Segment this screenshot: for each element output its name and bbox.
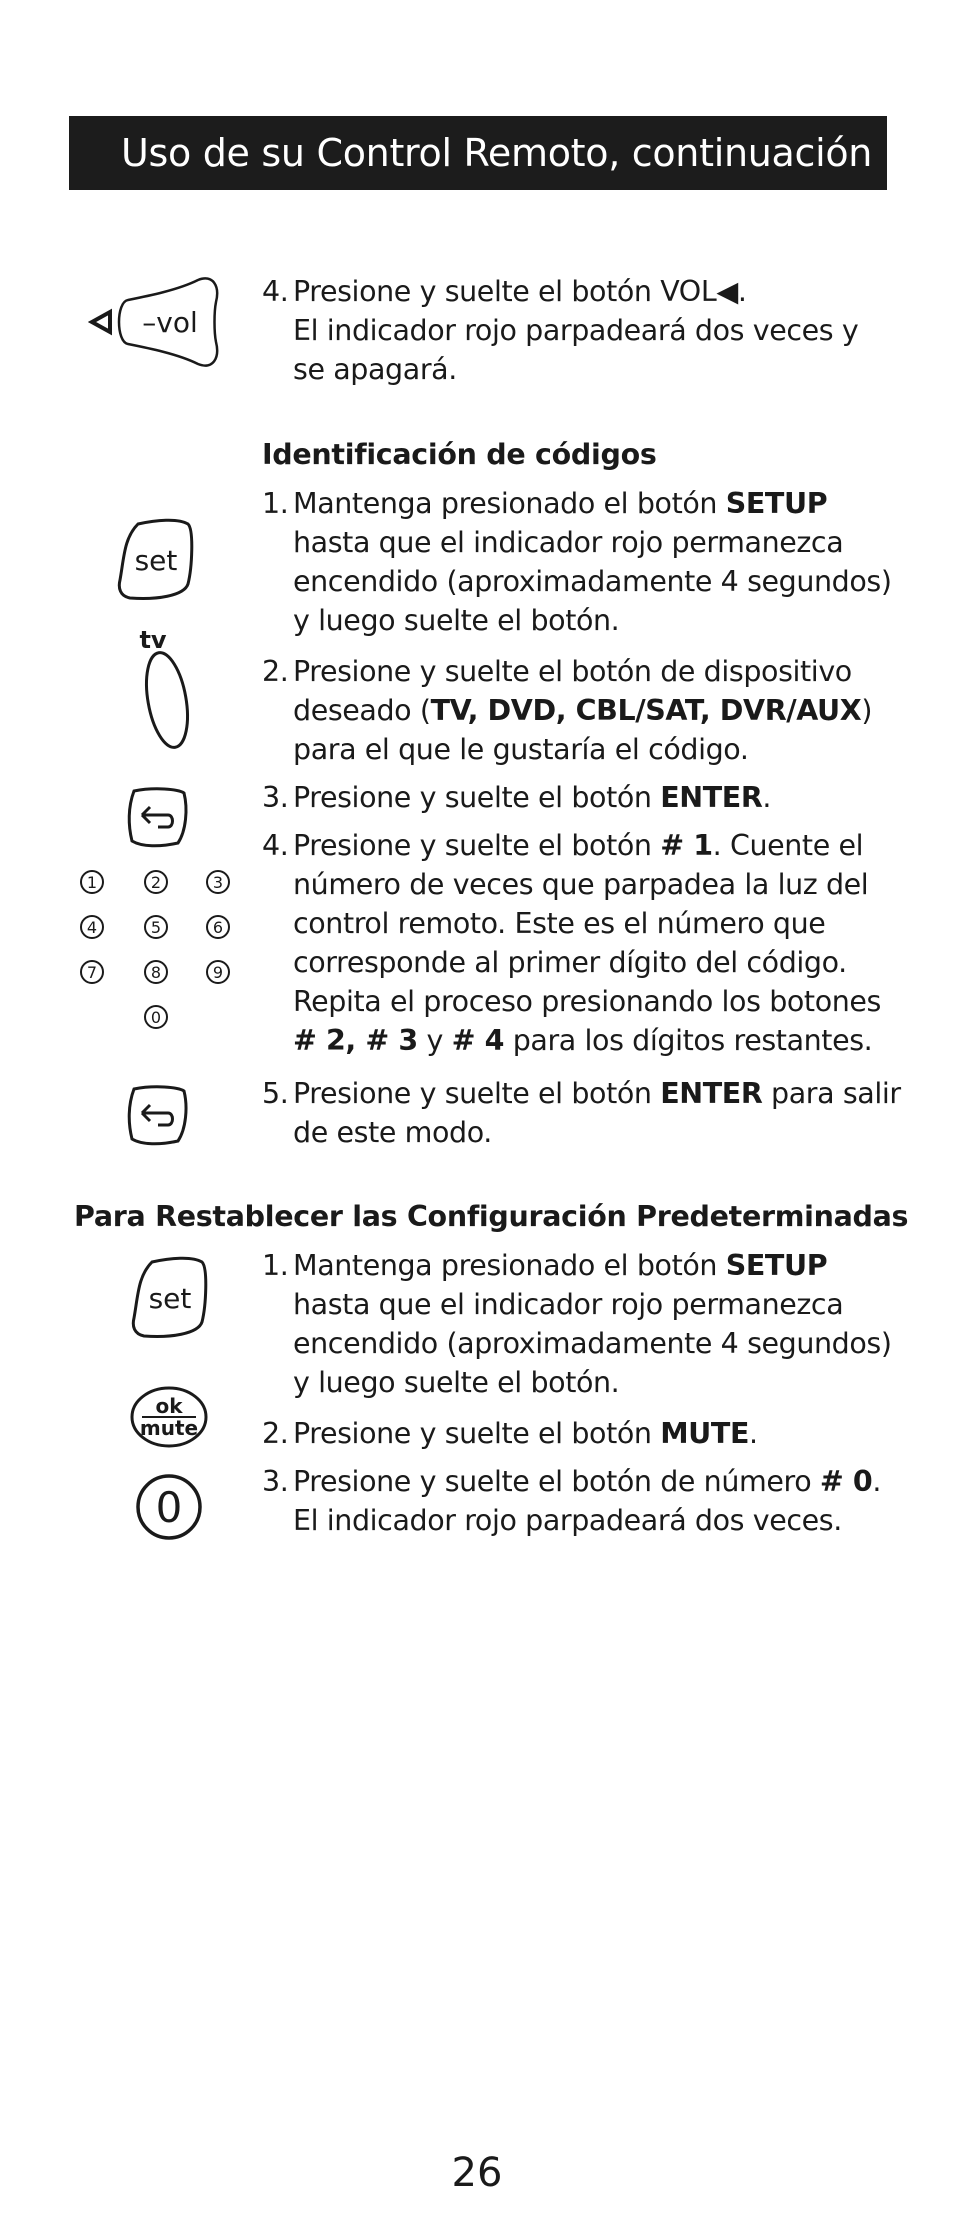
set-button-icon <box>116 518 196 602</box>
vol-label: –vol <box>142 306 198 339</box>
mute-label: mute <box>139 1416 199 1440</box>
key-3-icon: 3 <box>206 870 230 894</box>
zero-label: 0 <box>155 1483 183 1532</box>
page-number: 26 <box>451 2150 503 2196</box>
key-0-icon: 0 <box>144 1005 168 1029</box>
code-id-step-5: 5. Presione y suelte el botón ENTER para salir de este modo. <box>262 1077 901 1149</box>
page-header <box>69 116 887 190</box>
key-5-icon: 5 <box>144 915 168 939</box>
reset-heading: Para Restablecer las Configuración Predeterminadas <box>74 1200 909 1233</box>
set-label: set <box>134 544 178 577</box>
code-id-step-1: 1. Mantenga presionado el botón SETUP hasta que el indicador rojo permanezca encendido (aproximadamente 4 segundos) y luego suelte el botón. <box>262 487 892 637</box>
key-8-icon: 8 <box>144 960 168 984</box>
key-9-icon: 9 <box>206 960 230 984</box>
enter-button-icon <box>124 785 190 849</box>
zero-button-icon <box>134 1472 204 1542</box>
key-7-icon: 7 <box>80 960 104 984</box>
code-id-step-2: 2. Presione y suelte el botón de dispositivo deseado (TV, DVD, CBL/SAT, DVR/AUX) para el que le gustaría el código. <box>262 655 873 766</box>
enter-button-icon <box>124 1083 190 1147</box>
key-2-icon: 2 <box>144 870 168 894</box>
reset-step-1: 1. Mantenga presionado el botón SETUP hasta que el indicador rojo permanezca encendido (aproximadamente 4 segundos) y luego suelte el botón. <box>262 1249 892 1399</box>
page-title: Uso de su Control Remoto, continuación <box>121 131 873 175</box>
reset-step-2: 2. Presione y suelte el botón MUTE. <box>262 1417 758 1450</box>
code-id-step-3: 3. Presione y suelte el botón ENTER. <box>262 781 772 814</box>
vol-down-icon <box>88 272 228 372</box>
code-id-heading: Identificación de códigos <box>262 438 657 471</box>
tv-button-icon <box>138 622 198 752</box>
key-4-icon: 4 <box>80 915 104 939</box>
vol-step: 4. Presione y suelte el botón VOL◀. El indicador rojo parpadeará dos veces y se apagará. <box>262 275 859 386</box>
set-label: set <box>148 1282 192 1315</box>
ok-label: ok <box>155 1394 183 1418</box>
vol-arrow-icon: ◀ <box>716 275 738 308</box>
key-1-icon: 1 <box>80 870 104 894</box>
set-button-icon <box>130 1256 210 1340</box>
tv-label: tv <box>139 626 167 654</box>
ok-mute-button-icon <box>128 1385 210 1449</box>
code-id-step-4: 4. Presione y suelte el botón # 1. Cuente el número de veces que parpadea la luz del control remoto. Este es el número que corresponde al primer dígito del código. Repita el proceso presionando los botones # 2, # 3 y # 4 para los dígitos restantes. <box>262 829 881 1057</box>
key-6-icon: 6 <box>206 915 230 939</box>
reset-step-3: 3. Presione y suelte el botón de número # 0. El indicador rojo parpadeará dos veces. <box>262 1465 882 1537</box>
